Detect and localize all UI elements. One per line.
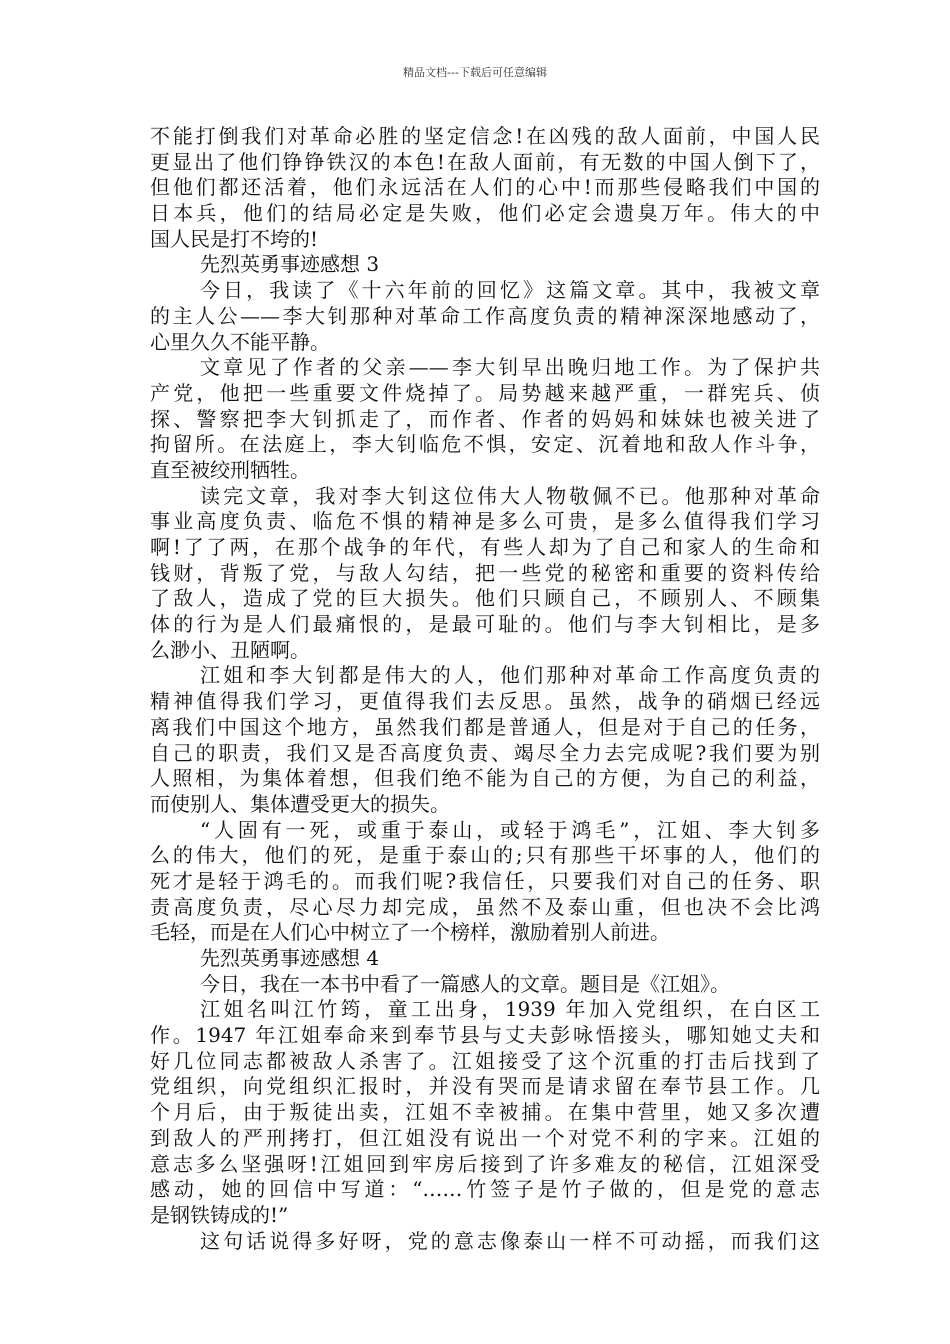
text-line: 毛轻，而是在人们心中树立了一个榜样，激励着别人前进。 (150, 920, 670, 945)
text-line: 更显出了他们铮铮铁汉的本色!在敌人面前，有无数的中国人倒下了， (150, 149, 820, 174)
text-line: 探、警察把李大钊抓走了，而作者、作者的妈妈和妹妹也被关进了 (150, 406, 820, 431)
text-line: 国人民是打不垮的! (150, 226, 319, 251)
text-line: 的主人公——李大钊那种对革命工作高度负责的精神深深地感动了， (150, 303, 820, 328)
text-line: 读完文章，我对李大钊这位伟大人物敬佩不已。他那种对革命 (200, 483, 820, 508)
text-line: 离我们中国这个地方，虽然我们都是普通人，但是对于自己的任务， (150, 714, 820, 739)
text-line: 拘留所。在法庭上，李大钊临危不惧，安定、沉着地和敌人作斗争， (150, 432, 820, 457)
text-line: 好几位同志都被敌人杀害了。江姐接受了这个沉重的打击后找到了 (150, 1048, 820, 1073)
text-line: 啊!了了两，在那个战争的年代，有些人却为了自己和家人的生命和 (150, 535, 820, 559)
text-line: 是钢铁铸成的!” (150, 1202, 289, 1227)
text-line: 今日，我读了《十六年前的回忆》这篇文章。其中，我被文章 (200, 278, 820, 303)
text-line: 事业高度负责、临危不惧的精神是多么可贵，是多么值得我们学习 (150, 509, 820, 534)
text-line: 钱财，背叛了党，与敌人勾结，把一些党的秘密和重要的资料传给 (150, 560, 820, 585)
text-line: 个月后，由于叛徒出卖，江姐不幸被捕。在集中营里，她又多次遭 (150, 1100, 820, 1125)
page-header: 精品文档---下载后可任意编辑 (403, 66, 547, 79)
text-line: 么渺小、丑陋啊。 (150, 637, 310, 662)
text-line: 今日，我在一本书中看了一篇感人的文章。题目是《江姐》。 (200, 971, 730, 996)
text-line: 江姐和李大钊都是伟大的人，他们那种对革命工作高度负责的 (200, 663, 820, 688)
text-line: 作。1947 年江姐奉命来到奉节县与丈夫彭咏悟接头，哪知她丈夫和 (150, 1023, 820, 1048)
section-heading: 先烈英勇事迹感想 4 (200, 946, 380, 970)
text-line: 直至被绞刑牺牲。 (150, 457, 310, 482)
text-line: 体的行为是人们最痛恨的，是最可耻的。他们与李大钊相比，是多 (150, 612, 820, 637)
text-line: 这句话说得多好呀，党的意志像泰山一样不可动摇，而我们这 (200, 1228, 820, 1253)
text-line: 意志多么坚强呀!江姐回到牢房后接到了许多难友的秘信，江姐深受 (150, 1151, 820, 1176)
text-line: 日本兵，他们的结局必定是失败，他们必定会遗臭万年。伟大的中 (150, 201, 820, 226)
section-heading: 先烈英勇事迹感想 3 (200, 252, 380, 277)
text-line: 产党，他把一些重要文件烧掉了。局势越来越严重，一群宪兵、侦 (150, 380, 820, 405)
text-line: 么的伟大，他们的死，是重于泰山的;只有那些干坏事的人，他们的 (150, 843, 820, 868)
text-line: 党组织，向党组织汇报时，并没有哭而是请求留在奉节县工作。几 (150, 1074, 820, 1099)
text-line: 到敌人的严刑拷打，但江姐没有说出一个对党不利的字来。江姐的 (150, 1125, 820, 1150)
text-line: 而使别人、集体遭受更大的损失。 (150, 791, 450, 816)
text-line: 江姐名叫江竹筠，童工出身，1939 年加入党组织，在白区工 (200, 997, 820, 1022)
document-body (150, 124, 820, 1254)
text-line: 但他们都还活着，他们永远活在人们的心中!而那些侵略我们中国的 (150, 175, 820, 200)
text-line: 死才是轻于鸿毛的。而我们呢?我信任，只要我们对自己的任务、职 (150, 868, 820, 893)
text-line: 人照相，为集体着想，但我们绝不能为自己的方便，为自己的利益， (150, 766, 820, 791)
text-line: 感动，她的回信中写道：“……竹签子是竹子做的，但是党的意志 (150, 1177, 820, 1202)
text-line: “人固有一死，或重于泰山，或轻于鸿毛”，江姐、李大钊多 (200, 817, 820, 842)
text-line: 不能打倒我们对革命必胜的坚定信念!在凶残的敌人面前，中国人民 (150, 124, 820, 148)
text-line: 责高度负责，尽心尽力却完成，虽然不及泰山重，但也决不会比鸿 (150, 894, 820, 919)
text-line: 精神值得我们学习，更值得我们去反思。虽然，战争的硝烟已经远 (150, 689, 820, 714)
text-line: 心里久久不能平静。 (150, 329, 330, 354)
text-line: 自己的职责，我们又是否高度负责、竭尽全力去完成呢?我们要为别 (150, 740, 820, 765)
text-line: 文章见了作者的父亲——李大钊早出晚归地工作。为了保护共 (200, 355, 820, 380)
text-line: 了敌人，造成了党的巨大损失。他们只顾自己，不顾别人、不顾集 (150, 586, 820, 611)
